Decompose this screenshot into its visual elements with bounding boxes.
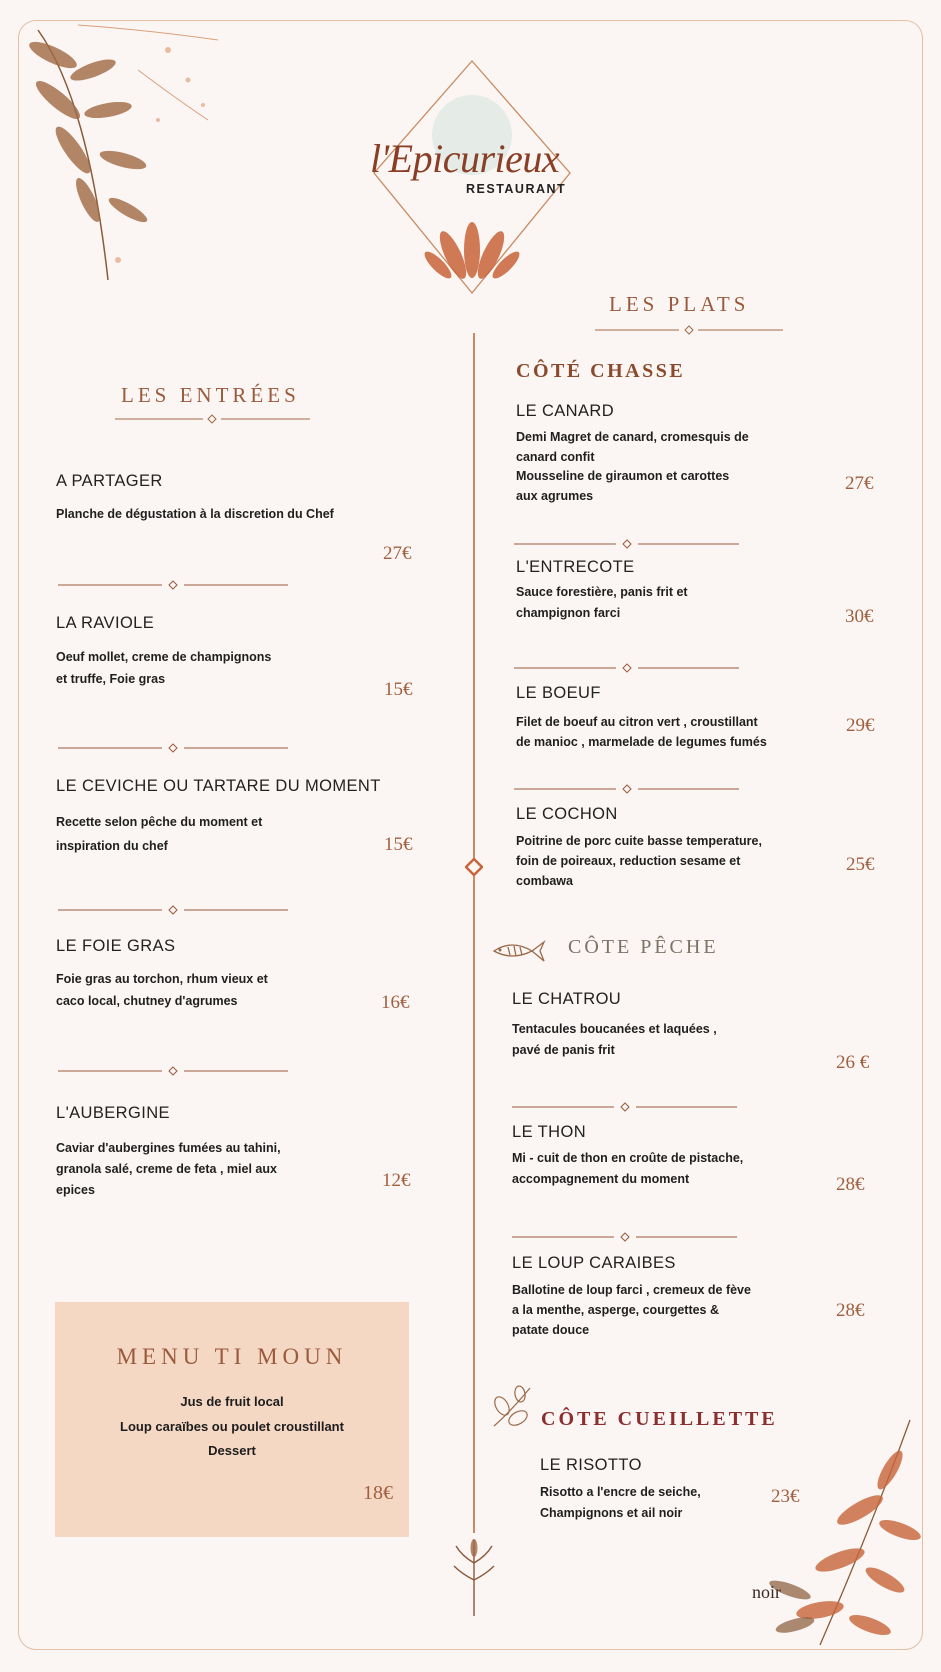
dish-description: Planche de dégustation à la discretion du Chef [56, 507, 334, 521]
kids-menu-items [55, 1390, 409, 1464]
dish-price: 15€ [384, 679, 413, 700]
dish-separator [514, 784, 739, 794]
dish-price: 27€ [383, 543, 412, 564]
dish-name: LE CEVICHE OU TARTARE DU MOMENT [56, 777, 381, 795]
dish-description: Poitrine de porc cuite basse temperature, foin de poireaux, reduction sesame et combawa [516, 834, 762, 888]
dish-name: LE BOEUF [516, 684, 601, 702]
dish-separator [512, 1102, 737, 1112]
dish-separator [514, 663, 739, 673]
cueillette-title: CÔTE CUEILLETTE [541, 1408, 778, 1430]
dish-name: LE CHATROU [512, 990, 622, 1008]
dish-price: 16€ [381, 992, 410, 1013]
dish-name: LE THON [512, 1123, 587, 1141]
dish-price: 27€ [845, 473, 874, 494]
dish-separator [58, 905, 288, 915]
chasse-title: CÔTÉ CHASSE [516, 360, 686, 382]
kids-menu-box [55, 1302, 409, 1537]
entrees-title: LES ENTRÉES [121, 383, 300, 407]
dish-description: Risotto a l'encre de seiche, Champignons et ail noir [540, 1485, 701, 1520]
leaf-decoration-top-left-icon [18, 10, 228, 290]
peche-title: CÔTE PÊCHE [568, 936, 719, 958]
dish-name: L'AUBERGINE [56, 1104, 170, 1122]
dish-separator [58, 1066, 288, 1076]
dish-description: Oeuf mollet, creme de champignons et truffe, Foie gras [56, 650, 272, 686]
dish-name: LE COCHON [516, 805, 618, 823]
dish-price: 28€ [836, 1300, 865, 1321]
dish-description: Tentacules boucanées et laquées , pavé de panis frit [512, 1022, 717, 1057]
dish-description: Recette selon pêche du moment et inspiration du chef [56, 815, 263, 853]
dish-description: Foie gras au torchon, rhum vieux et caco local, chutney d'agrumes [56, 972, 268, 1008]
dish-description: Ballotine de loup farci , cremeux de fève a la menthe, asperge, courgettes & patate douce [512, 1283, 751, 1337]
dish-price: 29€ [846, 715, 875, 736]
logo-subtitle: RESTAURANT [466, 182, 567, 196]
dish-price: 25€ [846, 854, 875, 875]
dish-description: Mi - cuit de thon en croûte de pistache, accompagnement du moment [512, 1151, 744, 1186]
plats-title-ornament [595, 325, 783, 335]
kids-menu-item: Loup caraïbes ou poulet croustillant [120, 1418, 344, 1434]
dish-name: LE RISOTTO [540, 1456, 642, 1474]
divider-diamond-icon [465, 858, 483, 876]
dish-separator [512, 1232, 737, 1242]
fish-icon [490, 937, 546, 971]
dish-name: LA RAVIOLE [56, 614, 155, 632]
logo-name: l'Epicurieux [370, 136, 560, 181]
dish-price: 23€ [771, 1486, 800, 1507]
dish-name: LE CANARD [516, 402, 615, 420]
plats-title: LES PLATS [609, 292, 750, 316]
dish-price: 12€ [382, 1170, 411, 1191]
dish-price: 15€ [384, 834, 413, 855]
dish-name: A PARTAGER [56, 472, 163, 490]
dish-separator [58, 580, 288, 590]
dish-separator [58, 743, 288, 753]
entrees-title-ornament [115, 414, 310, 424]
dish-name: LE LOUP CARAIBES [512, 1254, 676, 1272]
herb-sprig-icon [488, 1382, 536, 1432]
dish-price: 28€ [836, 1174, 865, 1195]
dish-name: LE FOIE GRAS [56, 937, 176, 955]
logo [368, 55, 576, 300]
stray-text: noir [752, 1582, 781, 1602]
leaf-decoration-bottom-right-icon [760, 1410, 925, 1650]
sprig-icon [448, 1538, 500, 1618]
dish-description: Demi Magret de canard, cromesquis de canard confit Mousseline de giraumon et carottes aux agrumes [516, 430, 749, 503]
dish-name: L'ENTRECOTE [516, 558, 635, 576]
kids-menu-item: Dessert [208, 1443, 256, 1458]
dish-description: Filet de boeuf au citron vert , croustillant de manioc , marmelade de legumes fumés [516, 715, 767, 749]
dish-description: Caviar d'aubergines fumées au tahini, granola salé, creme de feta , miel aux epices [56, 1141, 281, 1197]
kids-menu-price: 18€ [363, 1482, 393, 1504]
kids-menu-item: Jus de fruit local [180, 1394, 284, 1409]
dish-price: 30€ [845, 606, 874, 627]
dish-separator [514, 539, 739, 549]
kids-menu-title: MENU TI MOUN [116, 1344, 348, 1369]
column-divider [473, 333, 475, 1533]
dish-description: Sauce forestière, panis frit et champignon farci [516, 585, 688, 620]
dish-price: 26 € [836, 1052, 870, 1073]
